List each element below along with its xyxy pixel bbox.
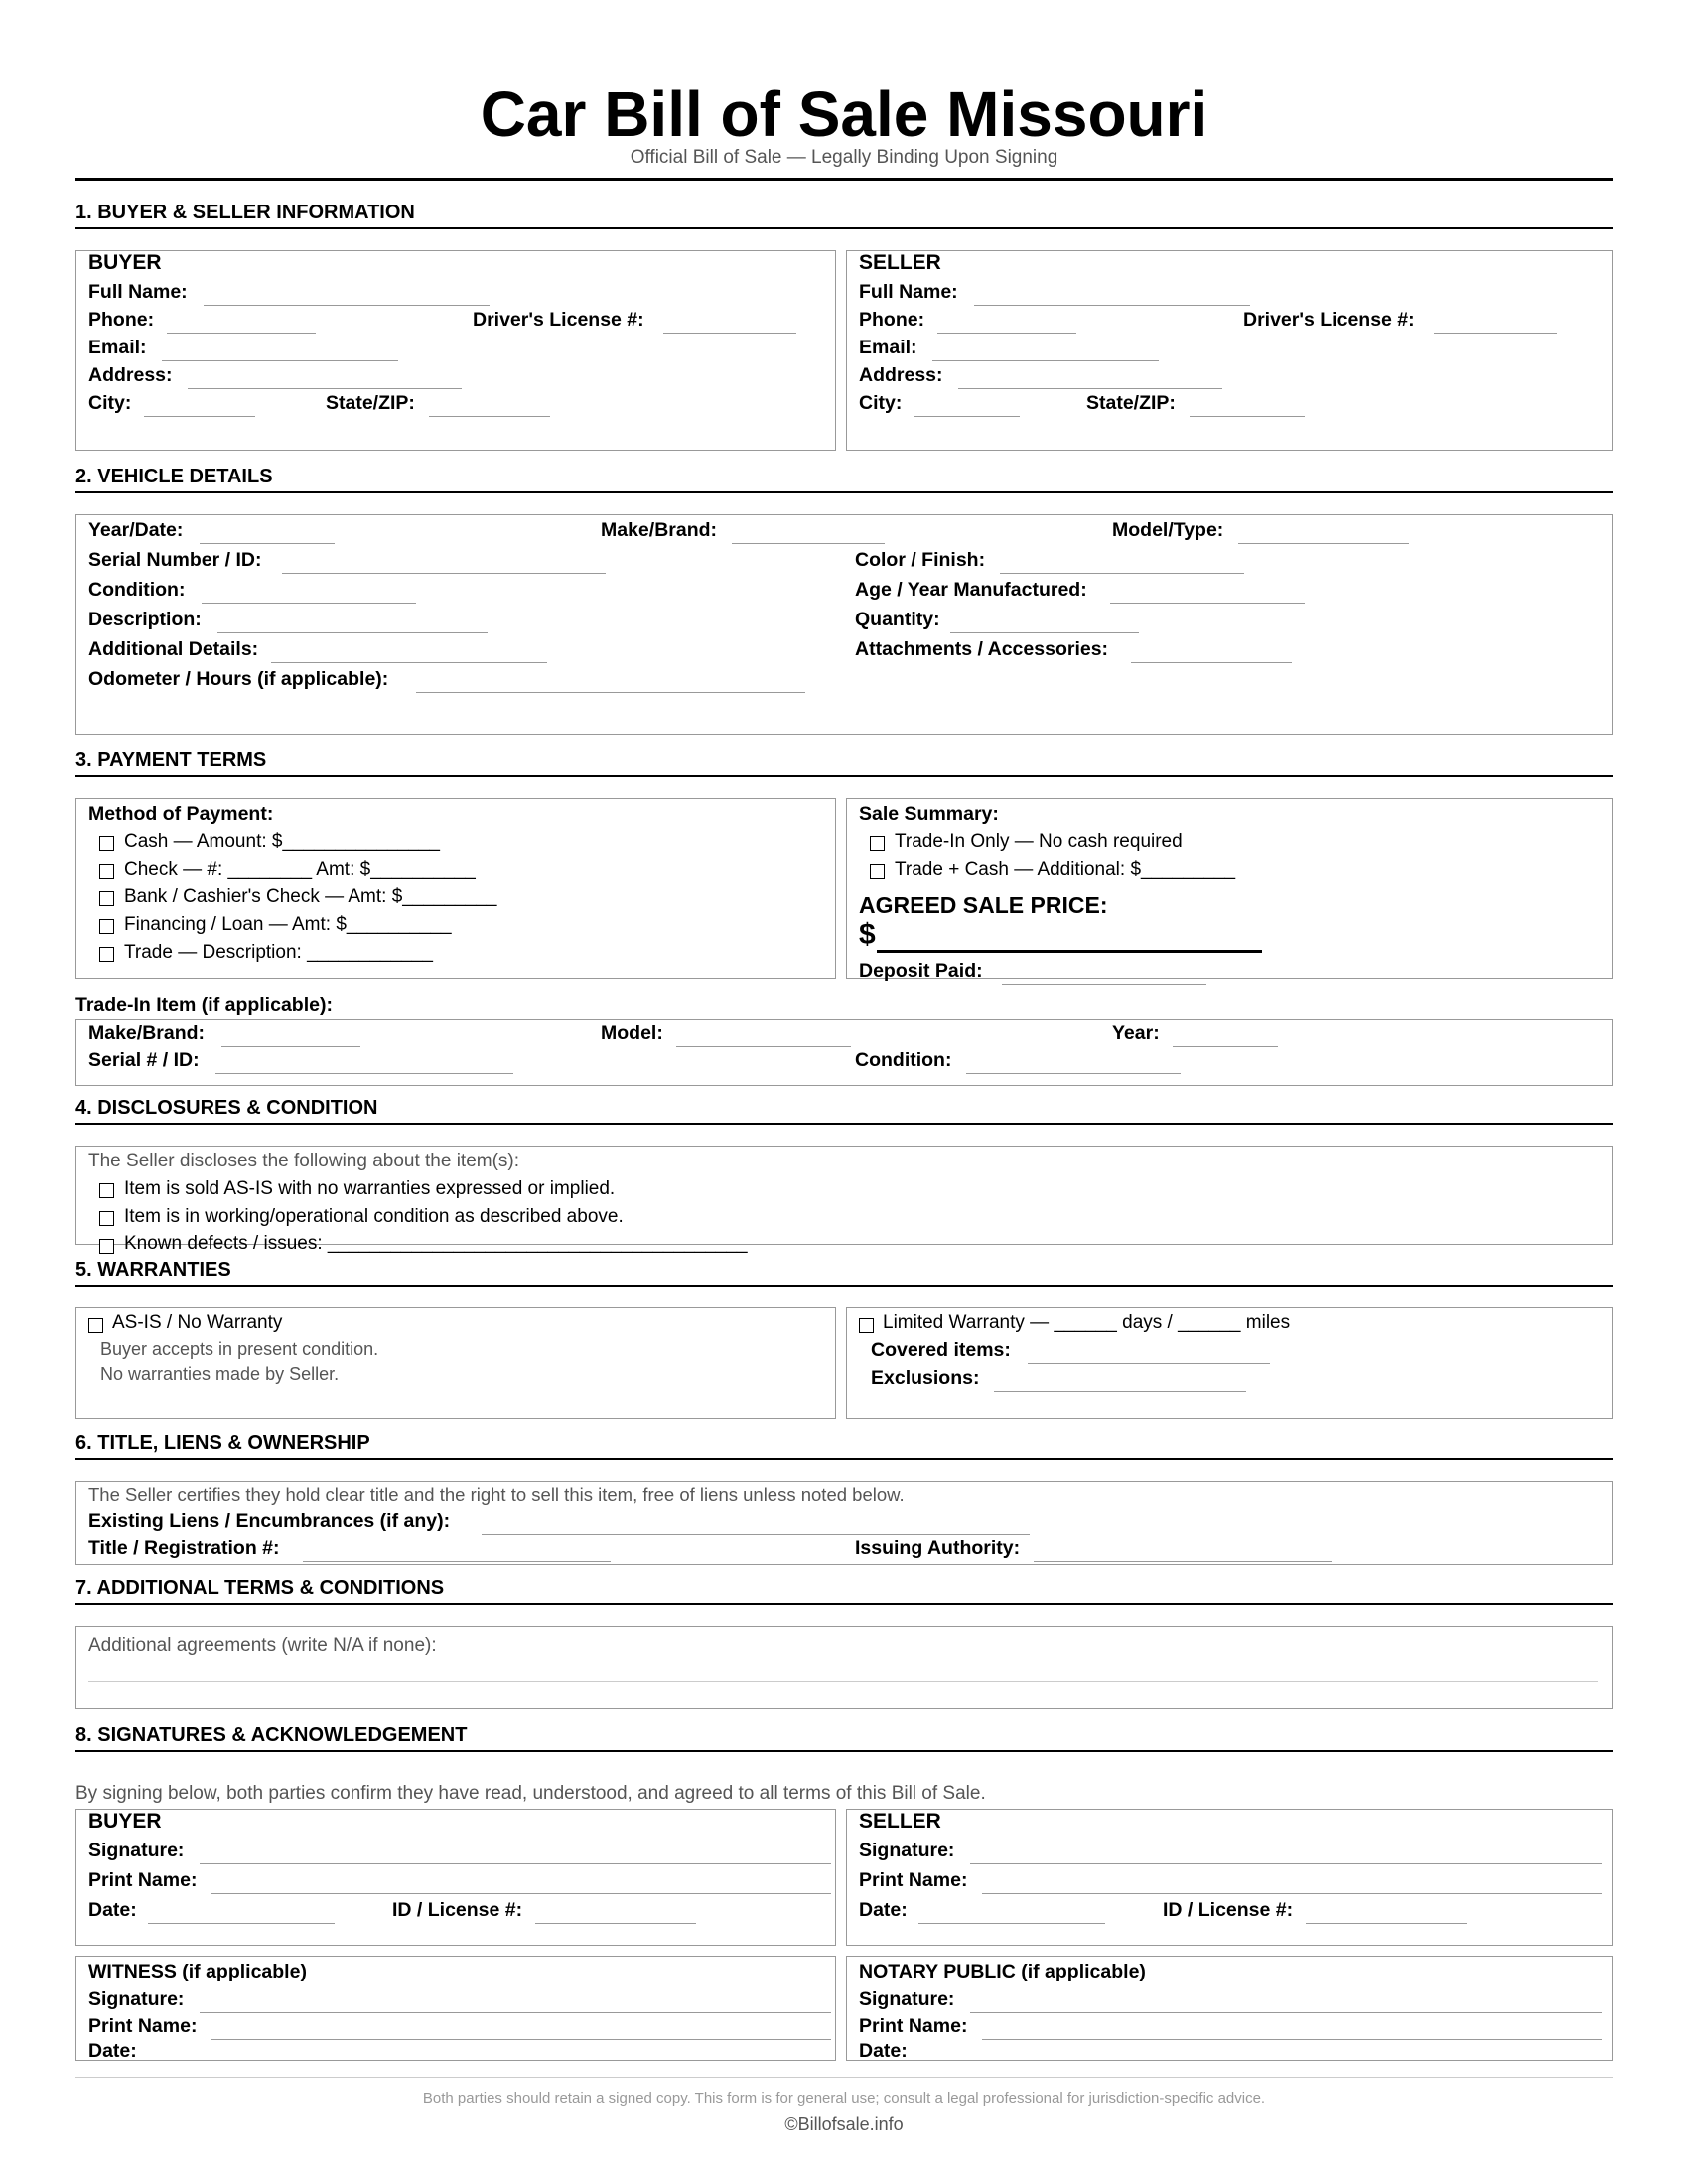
section-heading-title-liens: 6. TITLE, LIENS & OWNERSHIP <box>75 1433 370 1454</box>
disclosure-as-is-checkbox[interactable] <box>99 1183 114 1198</box>
buyer-date-label: Date: <box>88 1899 137 1921</box>
as-is-warranty-label: AS-IS / No Warranty <box>112 1312 283 1333</box>
notary-print-name-label: Print Name: <box>859 2015 968 2037</box>
as-is-warranty-checkbox[interactable] <box>88 1318 103 1333</box>
seller-state-zip-label: State/ZIP: <box>1086 392 1176 414</box>
buyer-phone-field[interactable] <box>167 333 316 334</box>
seller-signature-label: Signature: <box>859 1840 955 1861</box>
seller-signature-box <box>846 1809 1613 1946</box>
trade-plus-cash-option: Trade + Cash — Additional: $_________ <box>895 859 1236 880</box>
as-is-warranty-box <box>75 1307 836 1419</box>
seller-city-field[interactable] <box>914 416 1020 417</box>
buyer-signature-label: Signature: <box>88 1840 185 1861</box>
title-liens-box <box>75 1481 1613 1565</box>
footer-note: Both parties should retain a signed copy. This form is for general use; consult a legal professional for jurisdiction-specific advice. <box>422 2090 1266 2107</box>
footer-copyright: ©Billofsale.info <box>784 2115 904 2134</box>
section-divider <box>75 1123 1613 1125</box>
section-heading-vehicle-details: 2. VEHICLE DETAILS <box>75 466 273 487</box>
buyer-full-name-label: Full Name: <box>88 281 188 303</box>
seller-full-name-field[interactable] <box>974 305 1250 306</box>
payment-bank-checkbox[interactable] <box>99 891 114 906</box>
witness-signature-field[interactable] <box>200 2012 831 2013</box>
buyer-print-name-field[interactable] <box>211 1893 831 1894</box>
section-heading-warranties: 5. WARRANTIES <box>75 1259 231 1281</box>
buyer-email-label: Email: <box>88 337 147 358</box>
section-heading-payment-terms: 3. PAYMENT TERMS <box>75 750 267 771</box>
vehicle-details-box <box>75 514 1613 735</box>
disclosures-box <box>75 1146 1613 1254</box>
section-heading-signatures: 8. SIGNATURES & ACKNOWLEDGEMENT <box>75 1724 468 1746</box>
section-divider <box>75 1750 1613 1752</box>
seller-license-label: Driver's License #: <box>1243 309 1415 331</box>
seller-phone-field[interactable] <box>937 333 1076 334</box>
limited-warranty-checkbox[interactable] <box>859 1318 874 1333</box>
section-divider <box>75 1458 1613 1460</box>
additional-terms-field[interactable] <box>88 1681 1598 1682</box>
vehicle-age-label: Age / Year Manufactured: <box>855 579 1087 601</box>
sale-summary-box <box>846 798 1613 982</box>
buyer-address-field[interactable] <box>188 388 462 389</box>
vehicle-make-label: Make/Brand: <box>601 519 718 541</box>
trade-in-only-checkbox[interactable] <box>870 836 885 851</box>
deposit-paid-field[interactable] <box>1002 984 1206 985</box>
seller-full-name-label: Full Name: <box>859 281 958 303</box>
trade-in-title: Trade-In Item (if applicable): <box>75 994 333 1016</box>
exclusions-label: Exclusions: <box>871 1367 980 1389</box>
buyer-print-name-label: Print Name: <box>88 1869 198 1891</box>
notary-signature-field[interactable] <box>970 2012 1602 2013</box>
payment-method-box <box>75 798 836 979</box>
vehicle-condition-field[interactable] <box>202 603 416 604</box>
payment-cash-option: Cash — Amount: $_______________ <box>124 831 440 852</box>
witness-date-field[interactable] <box>148 2060 335 2061</box>
buyer-city-field[interactable] <box>144 416 255 417</box>
payment-check-option: Check — #: ________ Amt: $__________ <box>124 859 476 880</box>
existing-liens-field[interactable] <box>482 1534 1030 1535</box>
vehicle-quantity-label: Quantity: <box>855 609 940 630</box>
section-heading-disclosures: 4. DISCLOSURES & CONDITION <box>75 1097 378 1119</box>
witness-date-label: Date: <box>88 2040 137 2062</box>
buyer-address-label: Address: <box>88 364 173 386</box>
buyer-id-license-label: ID / License #: <box>392 1899 523 1921</box>
vehicle-model-field[interactable] <box>1238 543 1409 544</box>
notary-title: NOTARY PUBLIC (if applicable) <box>859 1961 1146 1982</box>
vehicle-model-label: Model/Type: <box>1112 519 1224 541</box>
notary-print-name-field[interactable] <box>982 2039 1602 2040</box>
disclosure-working-checkbox[interactable] <box>99 1211 114 1226</box>
trade-in-year-field[interactable] <box>1173 1046 1278 1047</box>
title-registration-label: Title / Registration #: <box>88 1537 280 1559</box>
trade-plus-cash-checkbox[interactable] <box>870 864 885 879</box>
witness-signature-label: Signature: <box>88 1988 185 2010</box>
issuing-authority-field[interactable] <box>1034 1561 1332 1562</box>
seller-address-label: Address: <box>859 364 943 386</box>
seller-phone-label: Phone: <box>859 309 925 331</box>
buyer-info-box <box>75 250 836 451</box>
as-is-warranty-line2: No warranties made by Seller. <box>100 1364 340 1384</box>
vehicle-quantity-field[interactable] <box>950 632 1139 633</box>
seller-email-field[interactable] <box>932 360 1159 361</box>
buyer-signature-field[interactable] <box>200 1863 831 1864</box>
buyer-date-field[interactable] <box>148 1923 335 1924</box>
vehicle-year-field[interactable] <box>200 543 335 544</box>
exclusions-field[interactable] <box>994 1391 1246 1392</box>
payment-bank-option: Bank / Cashier's Check — Amt: $_________ <box>124 887 497 907</box>
footer-divider <box>75 2077 1613 2078</box>
deposit-paid-label: Deposit Paid: <box>859 960 983 982</box>
notary-signature-label: Signature: <box>859 1988 955 2010</box>
notary-date-label: Date: <box>859 2040 908 2062</box>
seller-email-label: Email: <box>859 337 917 358</box>
title-registration-field[interactable] <box>303 1561 611 1562</box>
disclosures-intro: The Seller discloses the following about the item(s): <box>88 1151 520 1171</box>
trade-in-model-field[interactable] <box>676 1046 851 1047</box>
seller-date-field[interactable] <box>918 1923 1105 1924</box>
section-divider <box>75 1285 1613 1287</box>
vehicle-age-field[interactable] <box>1110 603 1305 604</box>
notary-date-field[interactable] <box>918 2060 1105 2061</box>
trade-in-make-field[interactable] <box>221 1046 360 1047</box>
page-title: Car Bill of Sale Missouri <box>480 78 1208 150</box>
section-divider <box>75 1603 1613 1605</box>
covered-items-field[interactable] <box>1028 1363 1270 1364</box>
agreed-sale-price-label: AGREED SALE PRICE: <box>859 892 1108 918</box>
trade-in-serial-field[interactable] <box>215 1073 513 1074</box>
vehicle-odometer-field[interactable] <box>416 692 805 693</box>
witness-print-name-field[interactable] <box>211 2039 831 2040</box>
trade-in-serial-label: Serial # / ID: <box>88 1049 200 1071</box>
vehicle-additional-field[interactable] <box>271 662 547 663</box>
additional-terms-prompt: Additional agreements (write N/A if none): <box>88 1635 437 1656</box>
limited-warranty-box <box>846 1307 1613 1419</box>
existing-liens-label: Existing Liens / Encumbrances (if any): <box>88 1510 451 1532</box>
issuing-authority-label: Issuing Authority: <box>855 1537 1021 1559</box>
witness-box <box>75 1956 836 2061</box>
seller-title: SELLER <box>859 251 941 274</box>
payment-method-title: Method of Payment: <box>88 803 274 825</box>
trade-in-make-label: Make/Brand: <box>88 1023 206 1044</box>
buyer-signature-title: BUYER <box>88 1810 162 1833</box>
vehicle-year-label: Year/Date: <box>88 519 184 541</box>
header-divider <box>75 178 1613 181</box>
vehicle-odometer-label: Odometer / Hours (if applicable): <box>88 668 389 690</box>
buyer-phone-label: Phone: <box>88 309 155 331</box>
witness-print-name-label: Print Name: <box>88 2015 198 2037</box>
buyer-id-license-field[interactable] <box>535 1923 696 1924</box>
limited-warranty-label: Limited Warranty — ______ days / ______ miles <box>883 1312 1291 1333</box>
notary-box <box>846 1956 1613 2061</box>
seller-print-name-label: Print Name: <box>859 1869 968 1891</box>
vehicle-attachments-field[interactable] <box>1131 662 1292 663</box>
vehicle-additional-label: Additional Details: <box>88 638 259 660</box>
agreed-sale-price-field[interactable] <box>877 950 1262 953</box>
trade-in-year-label: Year: <box>1112 1023 1160 1044</box>
section-heading-additional-terms: 7. ADDITIONAL TERMS & CONDITIONS <box>75 1577 445 1599</box>
buyer-state-zip-field[interactable] <box>429 416 550 417</box>
payment-financing-checkbox[interactable] <box>99 919 114 934</box>
payment-financing-option: Financing / Loan — Amt: $__________ <box>124 914 452 935</box>
vehicle-serial-field[interactable] <box>282 573 606 574</box>
title-certification-text: The Seller certifies they hold clear title and the right to sell this item, free of liens unless noted below. <box>88 1484 905 1505</box>
vehicle-condition-label: Condition: <box>88 579 186 601</box>
trade-in-model-label: Model: <box>601 1023 663 1044</box>
section-divider <box>75 775 1613 777</box>
disclosure-defects-checkbox[interactable] <box>99 1239 114 1254</box>
buyer-full-name-field[interactable] <box>204 305 490 306</box>
payment-trade-option: Trade — Description: ____________ <box>124 942 433 963</box>
vehicle-attachments-label: Attachments / Accessories: <box>855 638 1109 660</box>
buyer-title: BUYER <box>88 251 162 274</box>
vehicle-description-label: Description: <box>88 609 202 630</box>
seller-id-license-label: ID / License #: <box>1163 1899 1294 1921</box>
payment-check-checkbox[interactable] <box>99 864 114 879</box>
trade-in-box <box>75 1019 1613 1086</box>
seller-id-license-field[interactable] <box>1306 1923 1467 1924</box>
trade-in-condition-field[interactable] <box>966 1073 1181 1074</box>
disclosure-as-is-text: Item is sold AS-IS with no warranties expressed or implied. <box>124 1178 616 1199</box>
as-is-warranty-line1: Buyer accepts in present condition. <box>100 1339 379 1359</box>
vehicle-description-field[interactable] <box>217 632 488 633</box>
vehicle-color-field[interactable] <box>1000 573 1244 574</box>
seller-state-zip-field[interactable] <box>1190 416 1305 417</box>
vehicle-make-field[interactable] <box>732 543 885 544</box>
seller-license-field[interactable] <box>1434 333 1557 334</box>
buyer-license-label: Driver's License #: <box>473 309 644 331</box>
disclosure-working-text: Item is in working/operational condition as described above. <box>124 1206 624 1227</box>
buyer-license-field[interactable] <box>663 333 796 334</box>
sale-summary-title: Sale Summary: <box>859 803 999 825</box>
trade-in-condition-label: Condition: <box>855 1049 952 1071</box>
seller-city-label: City: <box>859 392 903 414</box>
agreed-sale-price-dollar: $ <box>859 918 876 951</box>
buyer-state-zip-label: State/ZIP: <box>326 392 415 414</box>
seller-info-box <box>846 250 1613 451</box>
payment-cash-checkbox[interactable] <box>99 836 114 851</box>
signatures-confirmation-text: By signing below, both parties confirm they have read, understood, and agreed to all terms of this Bill of Sale. <box>75 1783 986 1804</box>
seller-signature-title: SELLER <box>859 1810 941 1833</box>
disclosure-defects-text: Known defects / issues: ________________________________________ <box>124 1233 748 1254</box>
covered-items-label: Covered items: <box>871 1339 1011 1361</box>
buyer-signature-box <box>75 1809 836 1946</box>
page-subtitle: Official Bill of Sale — Legally Binding Upon Signing <box>630 147 1058 168</box>
section-heading-buyer-seller: 1. BUYER & SELLER INFORMATION <box>75 202 415 223</box>
buyer-email-field[interactable] <box>162 360 398 361</box>
additional-terms-box <box>75 1626 1613 1709</box>
seller-date-label: Date: <box>859 1899 908 1921</box>
seller-signature-field[interactable] <box>970 1863 1602 1864</box>
vehicle-color-label: Color / Finish: <box>855 549 986 571</box>
seller-print-name-field[interactable] <box>982 1893 1602 1894</box>
witness-title: WITNESS (if applicable) <box>88 1961 307 1982</box>
vehicle-serial-label: Serial Number / ID: <box>88 549 262 571</box>
trade-in-only-option: Trade-In Only — No cash required <box>895 831 1183 852</box>
section-divider <box>75 491 1613 493</box>
buyer-city-label: City: <box>88 392 132 414</box>
seller-address-field[interactable] <box>958 388 1222 389</box>
section-divider <box>75 227 1613 229</box>
payment-trade-checkbox[interactable] <box>99 947 114 962</box>
